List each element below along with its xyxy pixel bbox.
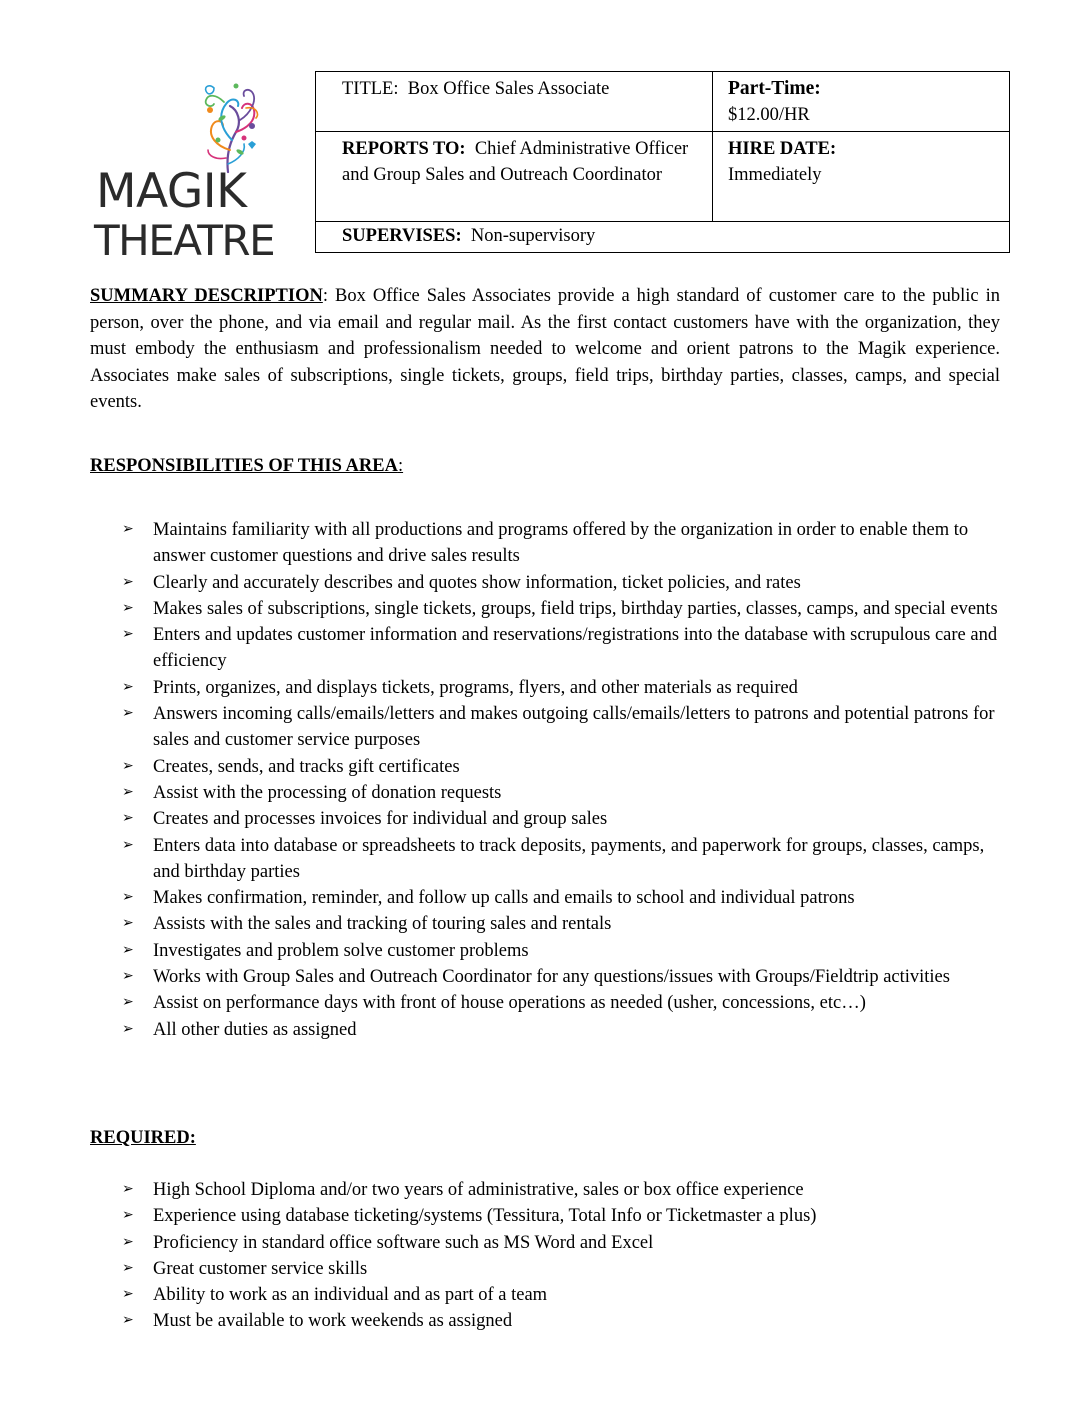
title-label: TITLE: xyxy=(342,79,399,99)
requirement-item-text: Great customer service skills xyxy=(153,1258,368,1279)
responsibility-item xyxy=(90,701,1000,754)
arrow-bullet-icon: ➢ xyxy=(122,706,134,722)
supervises-value: Non-supervisory xyxy=(470,226,596,246)
hire-date-cell xyxy=(713,132,1009,222)
responsibility-item xyxy=(90,911,1000,937)
responsibility-item xyxy=(90,1017,1000,1043)
requirement-item xyxy=(90,1177,1000,1203)
reports-to-cell xyxy=(316,132,713,222)
responsibility-item-text: Answers incoming calls/emails/letters and makes outgoing calls/emails/letters to patrons and potential patrons for sales and customer service purposes xyxy=(153,704,995,751)
arrow-bullet-icon: ➢ xyxy=(122,1234,134,1250)
responsibility-item-text: Creates and processes invoices for individual and group sales xyxy=(153,809,608,830)
responsibility-item xyxy=(90,833,1000,886)
arrow-bullet-icon: ➢ xyxy=(122,837,134,853)
responsibility-item-text: Works with Group Sales and Outreach Coordinator for any questions/issues with Groups/Fieldtrip activities xyxy=(153,967,950,988)
requirement-item xyxy=(90,1256,1000,1282)
reports-to-label: REPORTS TO: xyxy=(342,139,466,159)
responsibility-item-text: All other duties as assigned xyxy=(153,1019,357,1040)
summary-text: : Box Office Sales Associates provide a high standard of customer care to the public in person, over the phone, and via email and regular mail. As the first contact customers have with the organization, they must embody the enthusiasm and professionalism needed to welcome and orient patrons to the Magik experience. Associates make sales of subscriptions, single tickets, groups, field trips, birthday parties, classes, camps, and special events. xyxy=(90,286,1000,412)
arrow-bullet-icon: ➢ xyxy=(122,784,134,800)
responsibilities-heading: RESPONSIBILITIES OF THIS AREA: xyxy=(90,456,404,476)
required-list xyxy=(90,1177,1000,1335)
requirement-item xyxy=(90,1282,1000,1308)
summary-description xyxy=(90,283,1000,416)
responsibility-item-text: Maintains familiarity with all productions and programs offered by the organization in order to enable them to answer customer questions and drive sales results xyxy=(153,520,969,567)
arrow-bullet-icon: ➢ xyxy=(122,969,134,985)
requirement-item-text: Experience using database ticketing/systems (Tessitura, Total Info or Ticketmaster a plus) xyxy=(153,1206,817,1227)
arrow-bullet-icon: ➢ xyxy=(122,522,134,537)
arrow-bullet-icon: ➢ xyxy=(122,627,134,643)
arrow-bullet-icon: ➢ xyxy=(122,1021,134,1037)
arrow-bullet-icon: ➢ xyxy=(122,942,134,958)
responsibility-item xyxy=(90,938,1000,964)
responsibility-item xyxy=(90,885,1000,911)
summary-label: SUMMARY DESCRIPTION xyxy=(90,286,323,306)
responsibility-item-text: Makes confirmation, reminder, and follow up calls and emails to school and individual patrons xyxy=(153,888,855,909)
employment-type-label: Part-Time: xyxy=(728,78,821,99)
responsibility-item-text: Enters and updates customer information and reservations/registrations into the database with scrupulous care and efficiency xyxy=(153,625,998,672)
hire-date-label: HIRE DATE: xyxy=(728,139,837,159)
arrow-bullet-icon: ➢ xyxy=(122,1313,134,1329)
responsibility-item-text: Makes sales of subscriptions, single tickets, groups, field trips, birthday parties, classes, camps, and special events xyxy=(153,598,998,619)
supervises-cell xyxy=(316,222,1009,252)
requirement-item-text: Ability to work as an individual and as part of a team xyxy=(153,1285,548,1306)
arrow-bullet-icon: ➢ xyxy=(122,1260,134,1276)
responsibility-item-text: Prints, organizes, and displays tickets, programs, flyers, and other materials as required xyxy=(153,677,798,698)
responsibility-item xyxy=(90,596,1000,622)
logo-text-magik: MAGIK xyxy=(96,164,247,219)
responsibility-item xyxy=(90,675,1000,701)
employment-type-cell xyxy=(713,72,1009,132)
responsibilities-list xyxy=(90,517,1000,1043)
responsibility-item-text: Assist on performance days with front of house operations as needed (usher, concessions, etc…) xyxy=(153,993,866,1014)
responsibility-item-text: Assists with the sales and tracking of touring sales and rentals xyxy=(153,914,612,935)
responsibility-item xyxy=(90,990,1000,1016)
logo-text-theatre: THEATRE xyxy=(94,216,275,265)
responsibilities-heading-text: RESPONSIBILITIES OF THIS AREA xyxy=(90,456,398,476)
title-cell xyxy=(316,72,713,132)
reports-to-value: Chief Administrative Officer and Group Sales and Outreach Coordinator xyxy=(342,139,689,185)
magik-theatre-logo xyxy=(88,80,288,265)
requirement-item xyxy=(90,1203,1000,1229)
requirement-item-text: Must be available to work weekends as assigned xyxy=(153,1311,513,1332)
arrow-bullet-icon: ➢ xyxy=(122,890,134,906)
responsibility-item xyxy=(90,964,1000,990)
responsibility-item-text: Clearly and accurately describes and quotes show information, ticket policies, and rates xyxy=(153,572,801,593)
arrow-bullet-icon: ➢ xyxy=(122,916,134,932)
responsibility-item-text: Enters data into database or spreadsheets to track deposits, payments, and paperwork for groups, classes, camps, and birthday parties xyxy=(153,835,985,882)
title-value: Box Office Sales Associate xyxy=(407,79,610,99)
required-heading: REQUIRED: xyxy=(90,1128,196,1148)
responsibility-item-text: Assist with the processing of donation requests xyxy=(153,782,502,803)
responsibility-item xyxy=(90,806,1000,832)
arrow-bullet-icon: ➢ xyxy=(122,995,134,1011)
requirement-item xyxy=(90,1230,1000,1256)
arrow-bullet-icon: ➢ xyxy=(122,679,134,695)
responsibility-item xyxy=(90,754,1000,780)
supervises-label: SUPERVISES: xyxy=(342,226,462,246)
responsibility-item-text: Creates, sends, and tracks gift certificates xyxy=(153,756,460,777)
arrow-bullet-icon: ➢ xyxy=(122,1287,134,1303)
pay-rate-value: $12.00/HR xyxy=(728,105,810,125)
arrow-bullet-icon: ➢ xyxy=(122,600,134,616)
arrow-bullet-icon: ➢ xyxy=(122,1208,134,1224)
requirement-item-text: High School Diploma and/or two years of administrative, sales or box office experience xyxy=(153,1180,804,1200)
arrow-bullet-icon: ➢ xyxy=(122,574,134,590)
requirement-item-text: Proficiency in standard office software such as MS Word and Excel xyxy=(153,1232,654,1253)
responsibility-item xyxy=(90,517,1000,570)
job-info-table xyxy=(315,71,1010,253)
swirl-vine-icon xyxy=(88,80,288,175)
requirement-item xyxy=(90,1308,1000,1334)
arrow-bullet-icon: ➢ xyxy=(122,1182,134,1197)
responsibility-item xyxy=(90,622,1000,675)
responsibility-item xyxy=(90,570,1000,596)
hire-date-value: Immediately xyxy=(728,165,822,185)
responsibility-item-text: Investigates and problem solve customer problems xyxy=(153,940,529,961)
arrow-bullet-icon: ➢ xyxy=(122,758,134,774)
arrow-bullet-icon: ➢ xyxy=(122,811,134,827)
responsibility-item xyxy=(90,780,1000,806)
